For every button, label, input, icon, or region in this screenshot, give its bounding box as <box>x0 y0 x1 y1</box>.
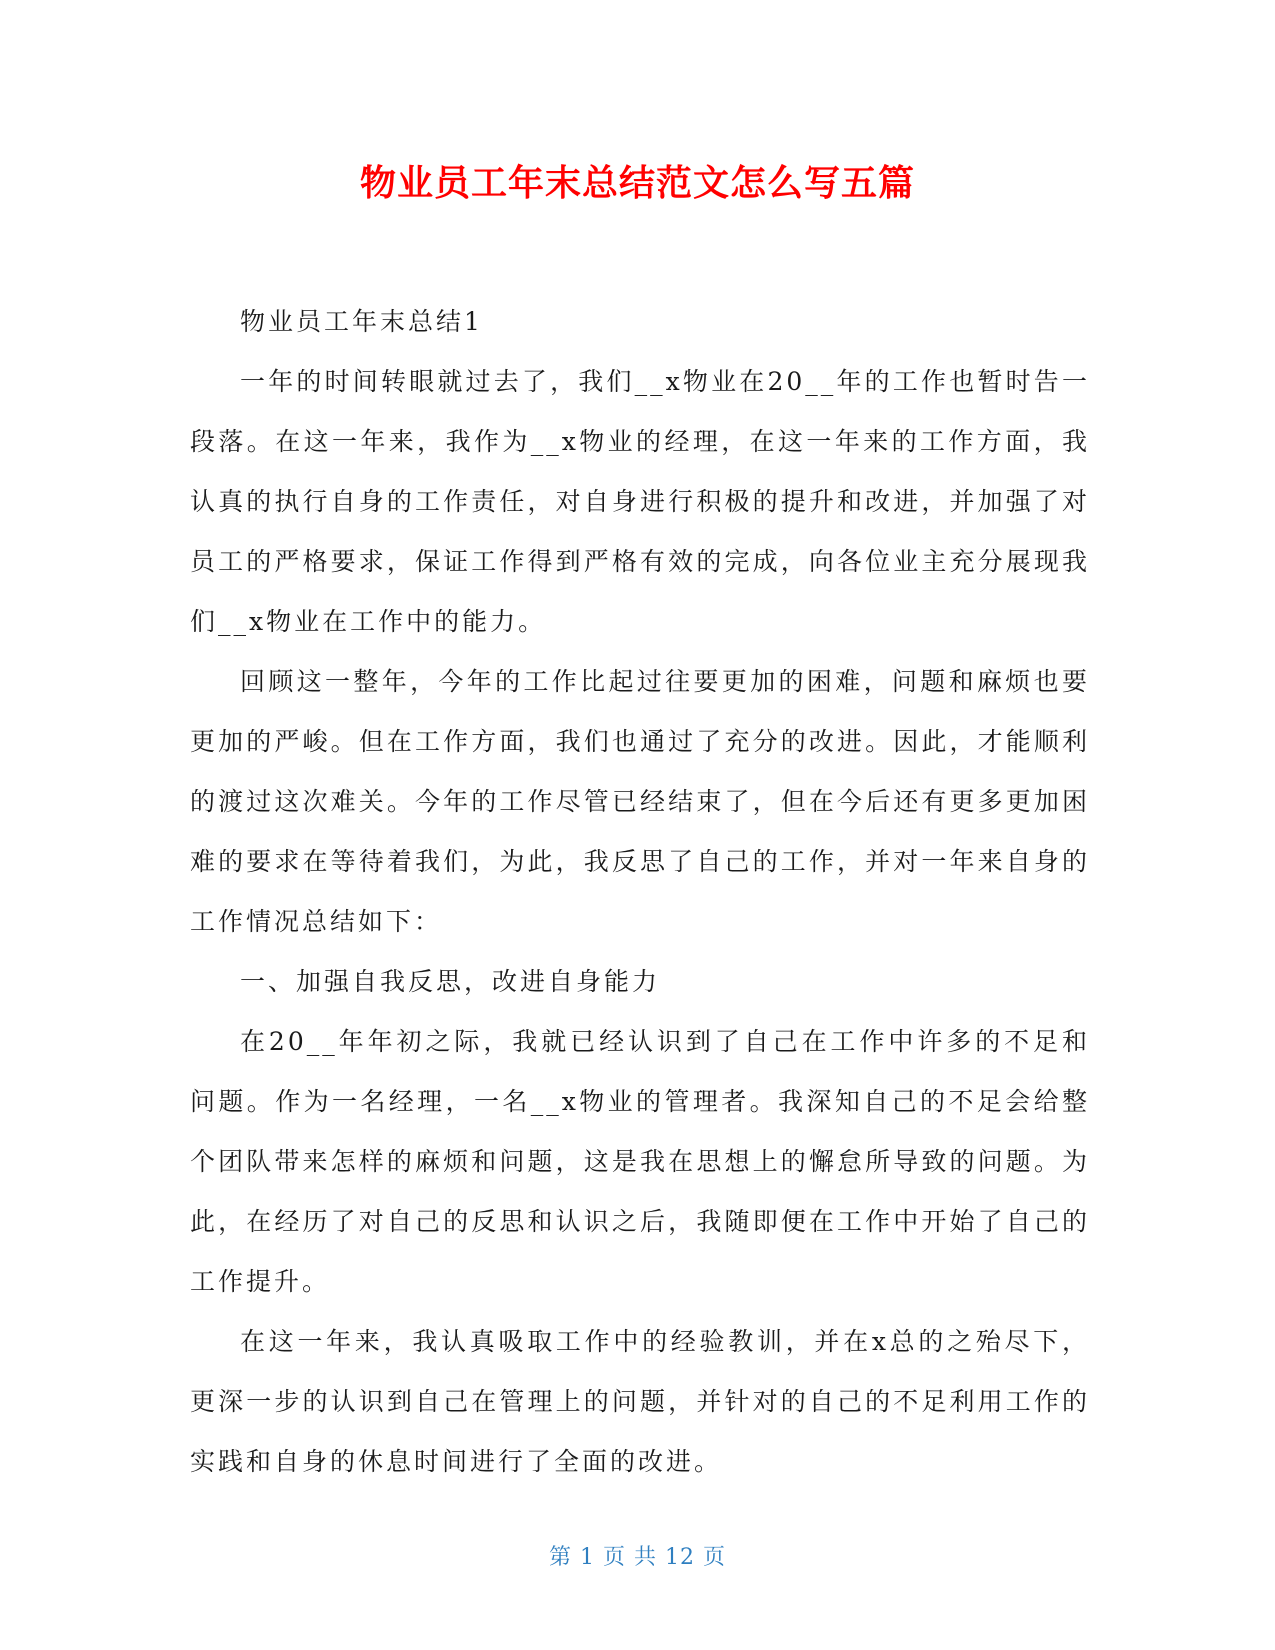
footer-suffix: 页 <box>703 1545 727 1570</box>
footer-prefix: 第 <box>548 1545 572 1570</box>
document-title: 物业员工年末总结范文怎么写五篇 <box>359 163 915 204</box>
footer-page-word: 页 <box>602 1545 626 1570</box>
current-page-number: 1 <box>579 1545 595 1570</box>
paragraph: 一年的时间转眼就过去了，我们__x物业在20__年的工作也暂时告一段落。在这一年来，我作为__x物业的经理，在这一年来的工作方面，我认真的执行自身的工作责任，对自身进行积极的提升和改进，并加强了对员工的严格要求，保证工作得到严格有效的完成，向各位业主充分展现我们__x物业在工作中的能力。 <box>190 367 1090 636</box>
paragraph: 回顾这一整年，今年的工作比起过往要更加的困难，问题和麻烦也要更加的严峻。但在工作方面，我们也通过了充分的改进。因此，才能顺利的渡过这次难关。今年的工作尽管已经结束了，但在今后还有更多更加困难的要求在等待着我们，为此，我反思了自己的工作，并对一年来自身的工作情况总结如下： <box>190 667 1090 936</box>
paragraph: 在这一年来，我认真吸取工作中的经验教训，并在x总的之殆尽下，更深一步的认识到自己在管理上的问题，并针对的自己的不足利用工作的实践和自身的休息时间进行了全面的改进。 <box>190 1327 1090 1476</box>
page-footer <box>0 1540 1275 1571</box>
section-heading: 物业员工年末总结1 <box>240 307 483 336</box>
subsection-heading: 一、加强自我反思，改进自身能力 <box>240 967 661 996</box>
paragraph: 在20__年年初之际，我就已经认识到了自己在工作中许多的不足和问题。作为一名经理，一名__x物业的管理者。我深知自己的不足会给整个团队带来怎样的麻烦和问题，这是我在思想上的懈怠所导致的问题。为此，在经历了对自己的反思和认识之后，我随即便在工作中开始了自己的工作提升。 <box>190 1027 1090 1296</box>
footer-total-word: 共 <box>634 1545 658 1570</box>
total-pages-number: 12 <box>665 1545 696 1570</box>
document-body <box>190 292 1090 1492</box>
